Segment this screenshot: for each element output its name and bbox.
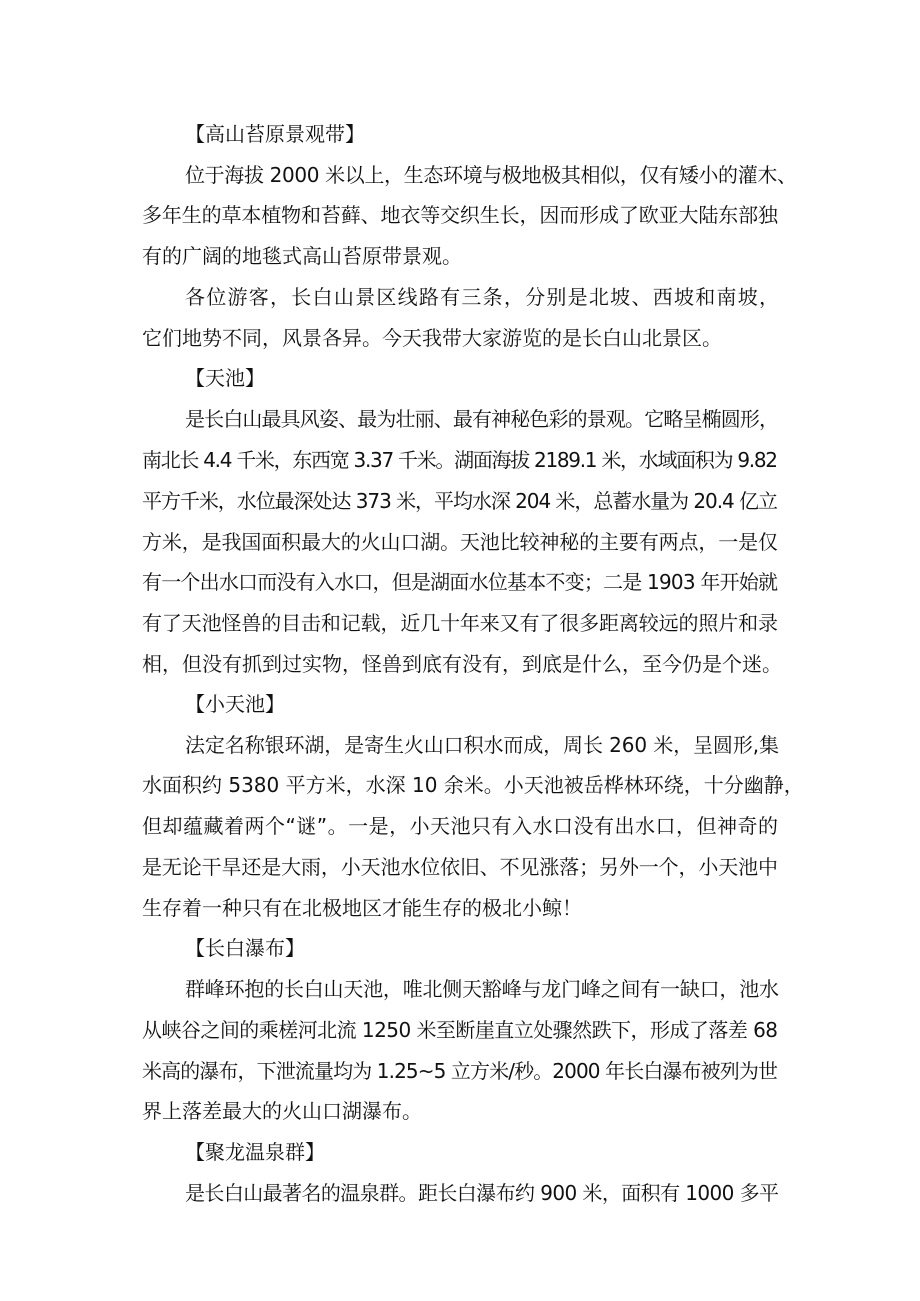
paragraph-line-text: 水面积约 5380 平方米，水深 10 余米。小天池被岳桦林环绕，十分幽静， [142, 773, 804, 797]
paragraph-line [0, 440, 920, 480]
paragraph-line-text: 米高的瀑布，下泄流量均为 1.25~5 立方米/秒。2000 年长白瀑布被列为世 [142, 1059, 778, 1083]
paragraph-line-text: 是长白山最著名的温泉群。距长白瀑布约 900 米，面积有 1000 多平 [185, 1181, 779, 1205]
paragraph-line [0, 195, 920, 235]
paragraph-line [0, 481, 920, 521]
section-heading-text: 【长白瀑布】 [185, 936, 305, 960]
paragraph-line-text: 是长白山最具风姿、最为壮丽、最有神秘色彩的景观。它略呈椭圆形， [185, 407, 779, 431]
section-heading-text: 【聚龙温泉群】 [185, 1140, 325, 1164]
paragraph-line [0, 888, 920, 928]
paragraph-line [0, 1051, 920, 1091]
paragraph-line [0, 1173, 920, 1213]
paragraph-line [0, 1010, 920, 1050]
paragraph-line-text: 群峰环抱的长白山天池，唯北侧天豁峰与龙门峰之间有一缺口，池水 [185, 977, 779, 1001]
section-heading-text: 【高山苔原景观带】 [185, 122, 365, 146]
paragraph-line-text: 有了天池怪兽的目击和记载，近几十年来又有了很多距离较远的照片和录 [142, 611, 778, 635]
paragraph-line [0, 236, 920, 276]
paragraph-line-text: 有的广阔的地毯式高山苔原带景观。 [142, 244, 462, 268]
paragraph-line [0, 847, 920, 887]
section-heading [0, 114, 920, 154]
paragraph-line-text: 生存着一种只有在北极地区才能生存的极北小鲸！ [142, 896, 582, 920]
paragraph-line-text: 方米，是我国面积最大的火山口湖。天池比较神秘的主要有两点，一是仅 [142, 530, 778, 554]
paragraph-line [0, 155, 920, 195]
paragraph-line-text: 它们地势不同，风景各异。今天我带大家游览的是长白山北景区。 [142, 326, 722, 350]
paragraph-line-text: 位于海拔 2000 米以上，生态环境与极地极其相似，仅有矮小的灌木、 [185, 163, 797, 187]
paragraph-line-text: 法定名称银环湖，是寄生火山口积水而成，周长 260 米，呈圆形,集 [185, 733, 779, 757]
paragraph-line-text: 界上落差最大的火山口湖瀑布。 [142, 1099, 422, 1123]
paragraph-line-text: 平方千米，水位最深处达 373 米，平均水深 204 米，总蓄水量为 20.4 亿立 [142, 489, 777, 513]
section-heading [0, 1132, 920, 1172]
paragraph-line-text: 但却蕴藏着两个“谜”。一是，小天池只有入水口没有出水口，但神奇的 [142, 814, 779, 838]
paragraph-line [0, 399, 920, 439]
paragraph-line-text: 各位游客，长白山景区线路有三条，分别是北坡、西坡和南坡， [185, 285, 781, 309]
paragraph-line [0, 318, 920, 358]
paragraph-line [0, 562, 920, 602]
section-heading [0, 358, 920, 398]
paragraph-line-text: 从峡谷之间的乘槎河北流 1250 米至断崖直立处骤然跌下，形成了落差 68 [142, 1018, 778, 1042]
paragraph-line [0, 603, 920, 643]
paragraph-line [0, 277, 920, 317]
paragraph-line [0, 644, 920, 684]
paragraph-line-text: 南北长 4.4 千米，东西宽 3.37 千米。湖面海拔 2189.1 米，水域面积为 9.82 [142, 448, 777, 472]
paragraph-line-text: 有一个出水口而没有入水口，但是湖面水位基本不变；二是 1903 年开始就 [142, 570, 778, 594]
section-heading-text: 【小天池】 [185, 692, 285, 716]
section-heading [0, 684, 920, 724]
section-heading [0, 928, 920, 968]
paragraph-line [0, 806, 920, 846]
paragraph-line [0, 765, 920, 805]
section-heading-text: 【天池】 [185, 366, 265, 390]
paragraph-line [0, 725, 920, 765]
paragraph-line [0, 1091, 920, 1131]
paragraph-line-text: 是无论干旱还是大雨，小天池水位依旧、不见涨落；另外一个，小天池中 [142, 855, 778, 879]
paragraph-line-text: 相，但没有抓到过实物，怪兽到底有没有，到底是什么，至今仍是个迷。 [142, 652, 782, 676]
paragraph-line [0, 522, 920, 562]
paragraph-line [0, 969, 920, 1009]
paragraph-line-text: 多年生的草本植物和苔藓、地衣等交织生长，因而形成了欧亚大陆东部独 [142, 203, 778, 227]
